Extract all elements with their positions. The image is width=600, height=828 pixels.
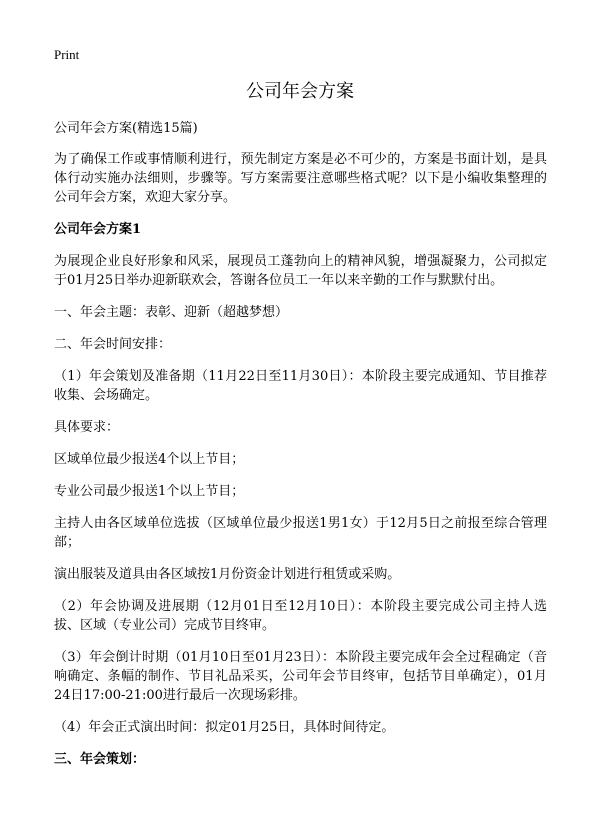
requirements-label: 具体要求： xyxy=(54,420,120,435)
section-heading: 公司年会方案1 xyxy=(54,222,142,237)
theme-heading: 一、年会主题：表彰、迎新（超越梦想） xyxy=(54,305,289,320)
phase-4-paragraph: （4）年会正式演出时间：拟定01月25日，具体时间待定。 xyxy=(54,720,395,735)
print-link[interactable]: Print xyxy=(54,47,80,62)
intro-paragraph: 为了确保工作或事情顺利进行，预先制定方案是必不可少的，方案是书面计划，是具体行动实施办法细则，步骤等。写方案需要注意哪些格式呢？以下是小编收集整理的公司年会方案，欢迎大家分享。 xyxy=(54,152,547,205)
phase-1-paragraph: （1）年会策划及准备期（11月22日至11月30日）：本阶段主要完成通知、节目推荐收集、会场确定。 xyxy=(54,369,547,403)
page-title: 公司年会方案 xyxy=(246,81,354,102)
section-intro-paragraph: 为展现企业良好形象和风采，展现员工蓬勃向上的精神风貌，增强凝聚力，公司拟定于01月25日举办迎新联欢会，答谢各位员工一年以来辛勤的工作与默默付出。 xyxy=(54,254,547,288)
time-heading: 二、年会时间安排： xyxy=(54,337,172,352)
requirement-item: 专业公司最少报送1个以上节目； xyxy=(54,484,245,499)
document-body xyxy=(54,119,547,782)
planning-heading: 三、年会策划： xyxy=(54,752,146,767)
document-subtitle: 公司年会方案(精选15篇) xyxy=(54,121,198,136)
phase-2-paragraph: （2）年会协调及进展期（12月01日至12月10日）：本阶段主要完成公司主持人选拔、区域（专业公司）完成节目终审。 xyxy=(54,599,547,633)
requirement-item: 区域单位最少报送4个以上节目； xyxy=(54,452,245,467)
requirement-item: 主持人由各区域单位选拔（区域单位最少报送1男1女）于12月5日之前报至综合管理部； xyxy=(54,516,547,550)
phase-3-paragraph: （3）年会倒计时期（01月10日至01月23日）：本阶段主要完成年会全过程确定（音响确定、条幅的制作、节目礼品采买，公司年会节目终审，包括节目单确定），01月24日17:00-21:00进行最后一次现场彩排。 xyxy=(54,650,547,703)
requirement-item: 演出服装及道具由各区域按1月份资金计划进行租赁或采购。 xyxy=(54,567,401,582)
